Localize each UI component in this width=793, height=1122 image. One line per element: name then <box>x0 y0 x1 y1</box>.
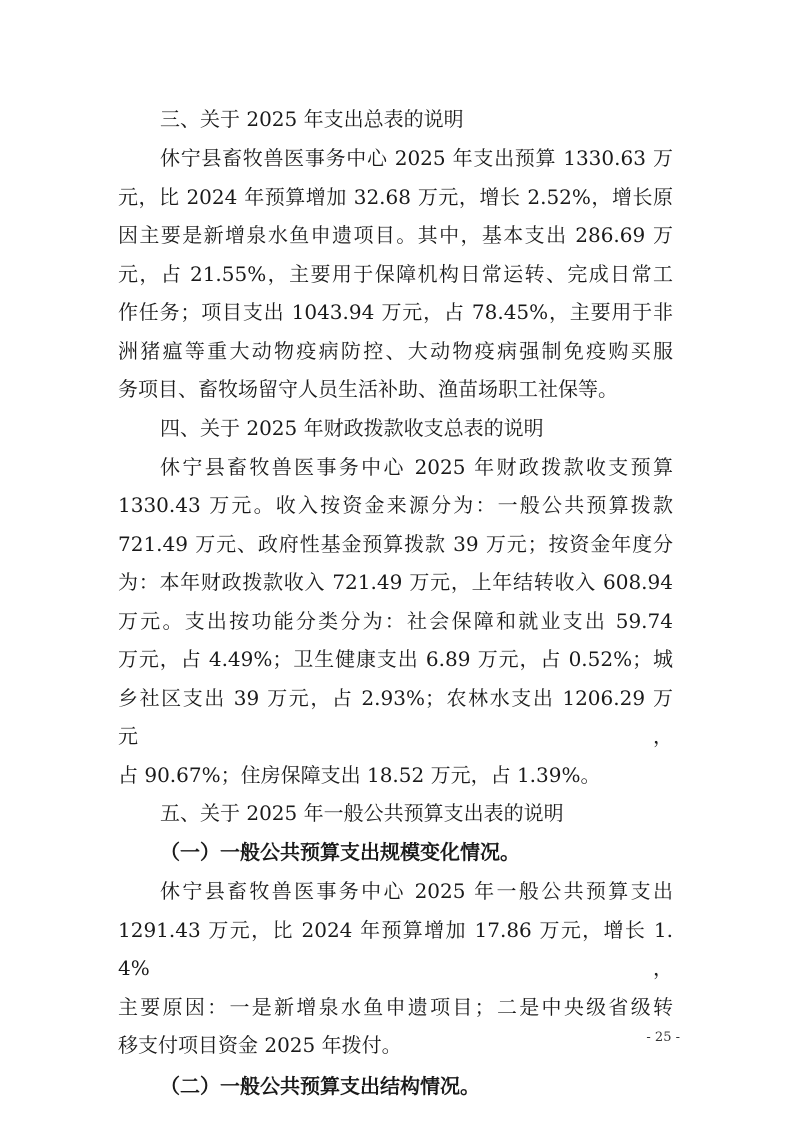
paragraph-line: 休宁县畜牧兽医事务中心 2025 年支出预算 1330.63 万 <box>160 146 673 170</box>
paragraph-line: 721.49 万元、政府性基金预算拨款 39 万元；按资金年度分 <box>118 531 673 556</box>
paragraph-line: 元，比 2024 年预算增加 32.68 万元，增长 2.52%，增长原 <box>118 184 673 209</box>
section-3-heading: 三、关于 2025 年支出总表的说明 <box>160 107 464 131</box>
section-4-paragraph <box>118 448 673 795</box>
paragraph-line: 洲猪瘟等重大动物疫病防控、大动物疫病强制免疫购买服 <box>118 338 673 363</box>
paragraph-line: 占 90.67%；住房保障支出 18.52 万元，占 1.39%。 <box>118 762 601 787</box>
section-5-heading: 五、关于 2025 年一般公共预算支出表的说明 <box>160 801 564 825</box>
paragraph-line: 移支付项目资金 2025 年拨付。 <box>118 1033 402 1057</box>
paragraph-line: 休宁县畜牧兽医事务中心 2025 年财政拨款收支预算 <box>160 454 673 479</box>
section-4-heading: 四、关于 2025 年财政拨款收支总表的说明 <box>160 415 544 440</box>
section-5-2-heading: （二）一般公共预算支出结构情况。 <box>160 1073 480 1098</box>
section-5-1-heading: （一）一般公共预算支出规模变化情况。 <box>160 840 520 864</box>
document-body <box>118 100 673 1106</box>
paragraph-line: 元，占 21.55%，主要用于保障机构日常运转、完成日常工 <box>118 261 673 286</box>
paragraph-line: 因主要是新增泉水鱼申遗项目。其中，基本支出 286.69 万 <box>118 223 673 247</box>
paragraph-line: 务项目、畜牧场留守人员生活补助、渔苗场职工社保等。 <box>118 377 618 401</box>
paragraph-line: 1291.43 万元，比 2024 年预算增加 17.86 万元，增长 1.4%， <box>118 917 673 980</box>
paragraph-line: 1330.43 万元。收入按资金来源分为：一般公共预算拨款 <box>118 493 673 517</box>
paragraph-line: 主要原因：一是新增泉水鱼申遗项目；二是中央级省级转 <box>118 994 673 1019</box>
paragraph-line: 休宁县畜牧兽医事务中心 2025 年一般公共预算支出 <box>160 879 673 903</box>
paragraph-line: 万元。支出按功能分类分为：社会保障和就业支出 59.74 <box>118 608 673 633</box>
paragraph-line: 乡社区支出 39 万元，占 2.93%；农林水支出 1206.29 万元， <box>118 685 673 748</box>
section-5-1-paragraph <box>118 872 673 1065</box>
paragraph-line: 万元，占 4.49%；卫生健康支出 6.89 万元，占 0.52%；城 <box>118 647 673 671</box>
section-3-paragraph <box>118 139 673 409</box>
paragraph-line: 作任务；项目支出 1043.94 万元，占 78.45%，主要用于非 <box>118 300 673 324</box>
page-number: - 25 - <box>646 1030 680 1045</box>
paragraph-line: 为：本年财政拨款收入 721.49 万元，上年结转收入 608.94 <box>118 570 673 594</box>
